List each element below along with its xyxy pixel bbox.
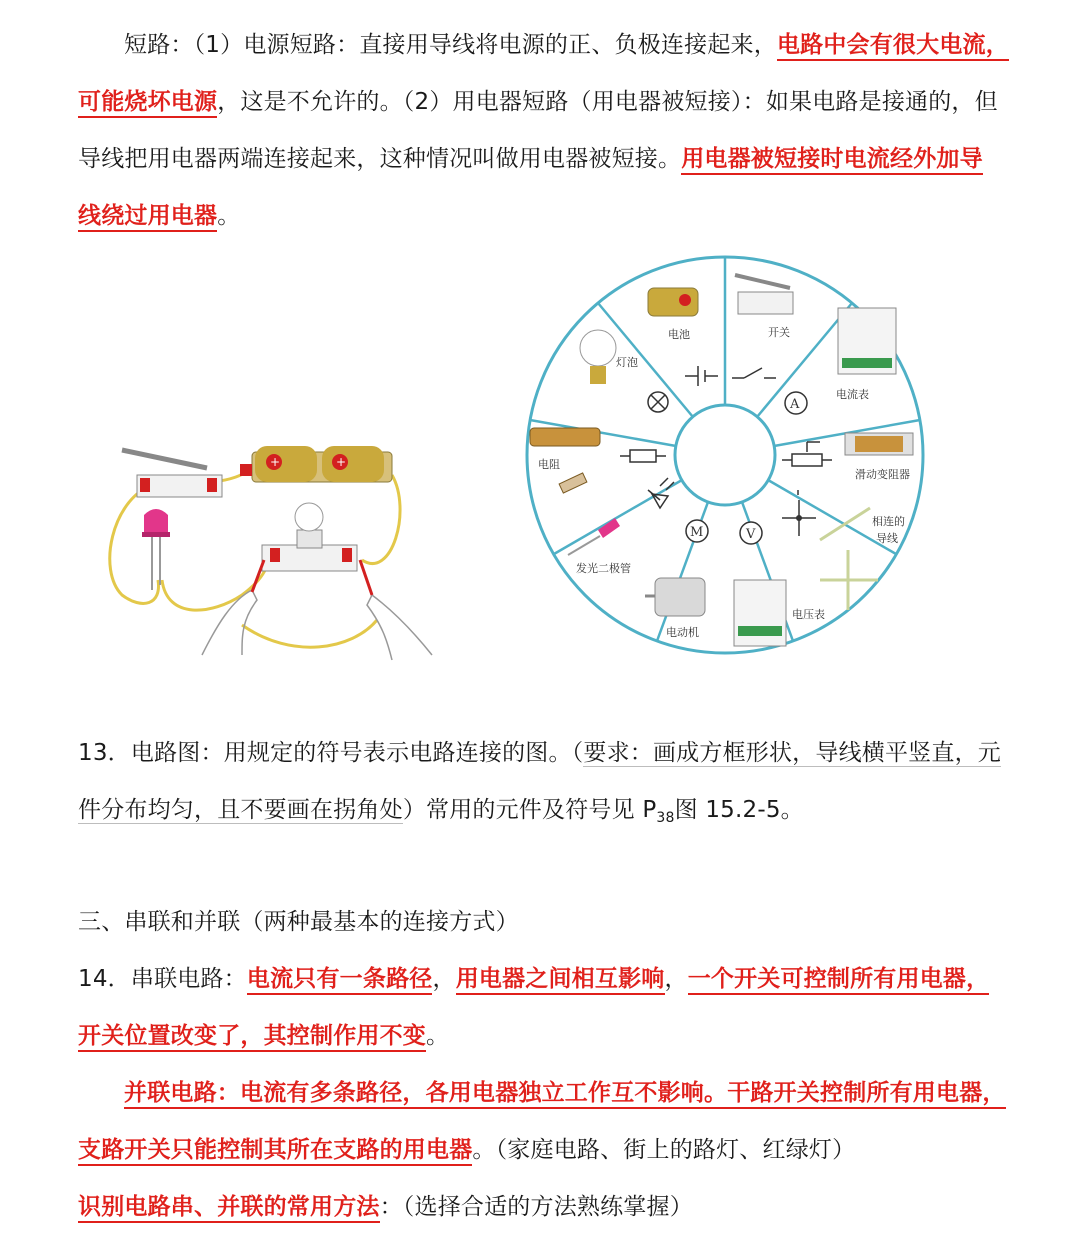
section-heading: 三、串联和并联（两种最基本的连接方式）: [78, 909, 519, 935]
text: ，这是不允许的。（2）用电器短路（用电器被短接）：如果电路是接通的，但: [217, 89, 998, 115]
highlight-text: 开关位置改变了，其控制作用不变: [78, 1023, 426, 1052]
label-rheostat: 滑动变阻器: [855, 468, 910, 481]
voltmeter-icon: [734, 580, 786, 646]
voltmeter-symbol-letter: V: [746, 527, 756, 542]
section-14-line-3: [78, 1076, 1008, 1110]
switch-symbol: [732, 368, 776, 378]
section-13-line-1: [78, 736, 1008, 770]
highlight-text: 支路开关只能控制其所在支路的用电器: [78, 1137, 472, 1166]
text: 14．串联电路：: [78, 966, 247, 992]
underlined-text: 件分布均匀，且不要画在拐角处: [78, 797, 403, 823]
rheostat-symbol: [782, 442, 832, 466]
text: ，: [664, 966, 688, 992]
highlight-text: 用电器之间相互影响: [456, 966, 665, 995]
section-13-line-2: [78, 793, 1008, 835]
battery-cell: [322, 446, 384, 482]
text: 短路：（1）电源短路：直接用导线将电源的正、负极连接起来，: [124, 32, 777, 58]
motor-icon: [655, 578, 705, 616]
highlight-text: 电路中会有很大电流，: [777, 32, 1009, 61]
svg-text:+: +: [336, 455, 347, 469]
text: 图 15.2-5。: [674, 797, 804, 823]
wire-illustration: [820, 508, 878, 610]
label-connected-wires-2: 导线: [876, 532, 898, 545]
label-bulb: 灯泡: [616, 356, 638, 369]
short-circuit-line-4: [78, 199, 1008, 233]
short-circuit-line-3: [78, 142, 1008, 176]
label-motor: 电动机: [666, 626, 699, 639]
label-resistor: 电阻: [538, 458, 560, 471]
section-14-line-4: [78, 1133, 1008, 1167]
text: 导线把用电器两端连接起来，这种情况叫做用电器被短接。: [78, 146, 682, 172]
label-voltmeter: 电压表: [792, 608, 825, 621]
hand-left: [202, 590, 257, 655]
circuit-illustration: [92, 420, 452, 670]
highlight-text: 可能烧坏电源: [78, 89, 217, 118]
section-14-line-5: [78, 1190, 1008, 1224]
label-ammeter: 电流表: [836, 388, 869, 401]
bulb-icon: [580, 330, 616, 366]
highlight-text: 识别电路串、并联的常用方法: [78, 1194, 380, 1223]
svg-text:+: +: [270, 455, 281, 469]
component-symbol-wheel: [520, 250, 930, 660]
highlight-text: 并联电路：电流有多条路径，各用电器独立工作互不影响。干路开关控制所有用电器，: [124, 1080, 1006, 1109]
highlight-text: 用电器被短接时电流经外加导: [681, 146, 983, 175]
highlight-text: 一个开关可控制所有用电器，: [688, 966, 990, 995]
switch-icon: [738, 292, 793, 314]
highlight-text: 线绕过用电器: [78, 203, 217, 232]
text: 13．电路图：用规定的符号表示电路连接的图。（: [78, 740, 584, 766]
label-switch: 开关: [768, 326, 790, 339]
switch-lever: [122, 450, 207, 468]
highlight-text: 电流只有一条路径: [247, 966, 433, 995]
text: 。（家庭电路、街上的路灯、红绿灯）: [472, 1137, 856, 1163]
resistor-icon: [530, 428, 600, 446]
label-battery: 电池: [668, 328, 690, 341]
terminal: [240, 464, 252, 476]
short-circuit-line-2: [78, 85, 1008, 119]
text: 。: [217, 203, 241, 229]
text: ，: [432, 966, 456, 992]
text: 。: [426, 1023, 450, 1049]
short-circuit-line-1: [78, 28, 1008, 62]
battery-cell: [255, 446, 317, 482]
battery-symbol: [685, 366, 718, 386]
led-icon: [144, 509, 168, 533]
text: ：（选择合适的方法熟练掌握）: [379, 1194, 693, 1220]
terminal: [207, 478, 217, 492]
section-14-line-1: [78, 962, 1008, 996]
hand-right: [367, 595, 432, 660]
underlined-text: 要求：画成方框形状，导线横平竖直，元: [583, 740, 1001, 766]
motor-symbol-letter: M: [690, 525, 704, 540]
label-connected-wires-1: 相连的: [872, 515, 905, 528]
terminal: [140, 478, 150, 492]
wheel-hub: [675, 405, 775, 505]
resistor-symbol: [620, 450, 666, 462]
bulb-symbol: [648, 392, 668, 412]
subscript: 38: [656, 810, 675, 826]
text: ）常用的元件及符号见 P: [402, 797, 657, 823]
ammeter-symbol-letter: A: [790, 397, 800, 412]
bulb-icon: [295, 503, 323, 531]
section-14-line-2: [78, 1019, 1008, 1053]
label-led: 发光二极管: [576, 562, 631, 575]
